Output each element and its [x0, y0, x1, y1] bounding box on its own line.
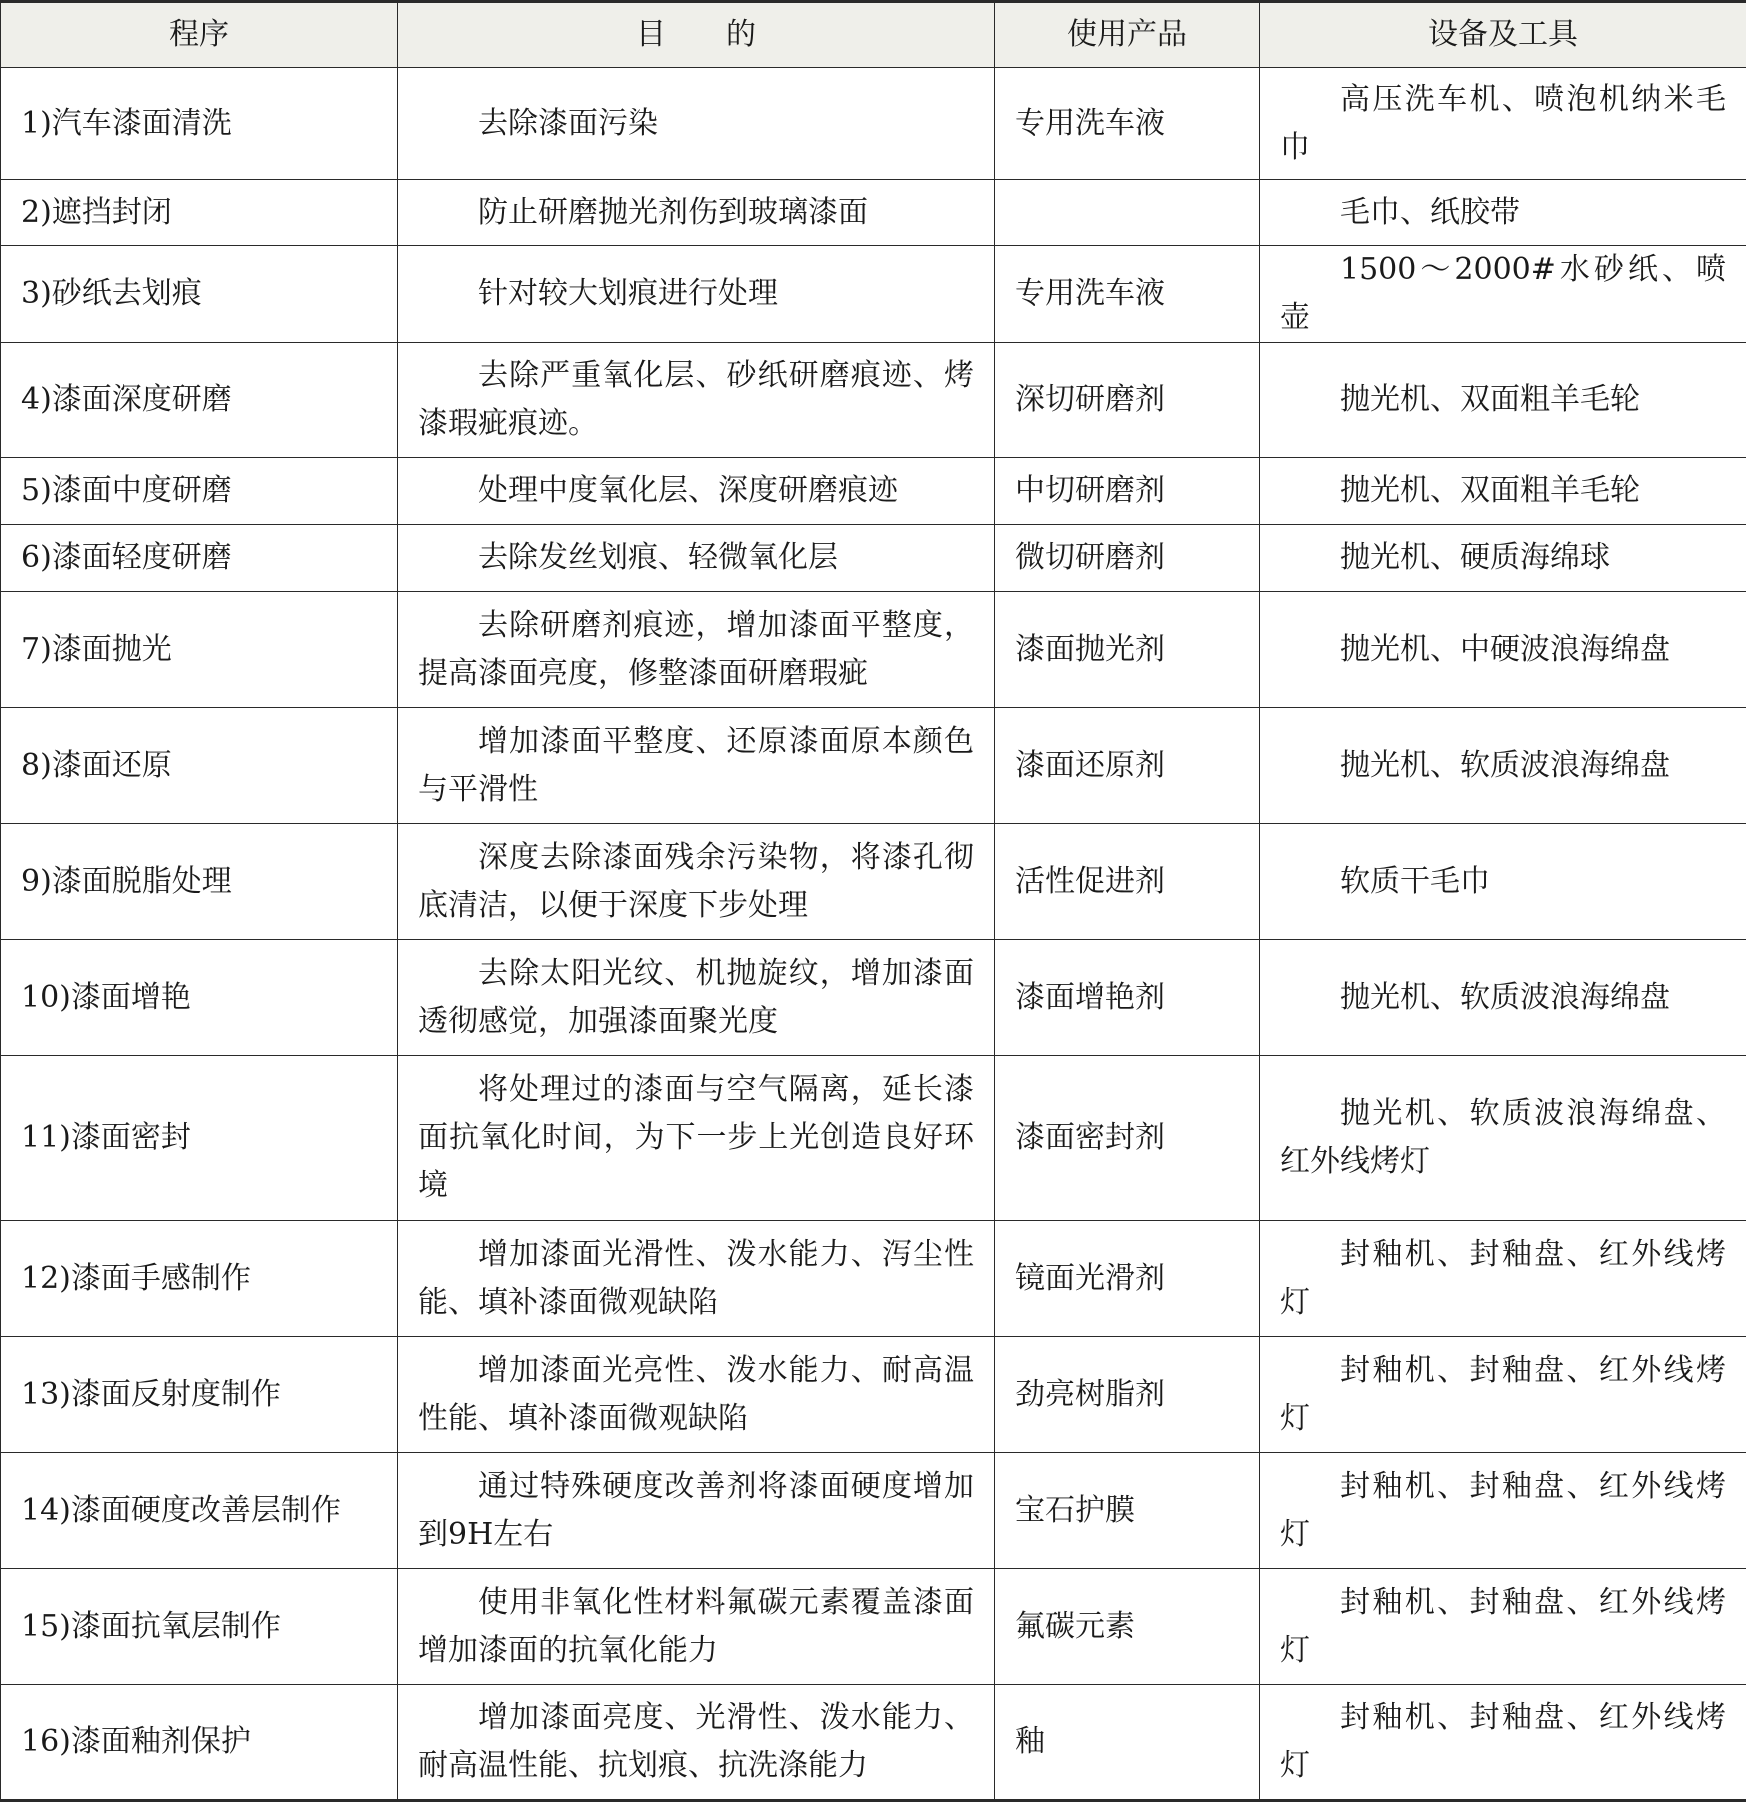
table-row: [1, 1453, 1746, 1569]
cell-purpose: 深度去除漆面残余污染物，将漆孔彻底清洁，以便于深度下步处理: [398, 824, 995, 940]
table-row: [1, 68, 1746, 180]
cell-tools: 高压洗车机、喷泡机纳米毛巾: [1260, 68, 1746, 180]
header-tools: 设备及工具: [1260, 2, 1746, 68]
cell-product: 微切研磨剂: [995, 525, 1260, 592]
cell-purpose: 增加漆面平整度、还原漆面原本颜色与平滑性: [398, 708, 995, 824]
table-row: [1, 592, 1746, 708]
cell-purpose: 将处理过的漆面与空气隔离，延长漆面抗氧化时间，为下一步上光创造良好环境: [398, 1056, 995, 1221]
cell-purpose: 增加漆面亮度、光滑性、泼水能力、耐高温性能、抗划痕、抗洗涤能力: [398, 1685, 995, 1801]
cell-step: 10)漆面增艳: [1, 940, 398, 1056]
cell-tools: 抛光机、软质波浪海绵盘: [1260, 940, 1746, 1056]
table-row: [1, 180, 1746, 246]
cell-tools: 抛光机、硬质海绵球: [1260, 525, 1746, 592]
cell-tools: 抛光机、双面粗羊毛轮: [1260, 343, 1746, 458]
table-row: [1, 708, 1746, 824]
cell-purpose: 防止研磨抛光剂伤到玻璃漆面: [398, 180, 995, 246]
cell-purpose: 通过特殊硬度改善剂将漆面硬度增加到9H左右: [398, 1453, 995, 1569]
cell-purpose: 去除太阳光纹、机抛旋纹，增加漆面透彻感觉，加强漆面聚光度: [398, 940, 995, 1056]
table-row: [1, 1685, 1746, 1801]
table-row: [1, 246, 1746, 343]
table-row: [1, 824, 1746, 940]
cell-purpose: 增加漆面光亮性、泼水能力、耐高温性能、填补漆面微观缺陷: [398, 1337, 995, 1453]
cell-step: 14)漆面硬度改善层制作: [1, 1453, 398, 1569]
cell-step: 3)砂纸去划痕: [1, 246, 398, 343]
cell-step: 16)漆面釉剂保护: [1, 1685, 398, 1801]
cell-step: 8)漆面还原: [1, 708, 398, 824]
table-row: [1, 1221, 1746, 1337]
table-header-row: [1, 2, 1746, 68]
cell-product: [995, 180, 1260, 246]
cell-step: 11)漆面密封: [1, 1056, 398, 1221]
header-purpose: 目 的: [398, 2, 995, 68]
cell-purpose: 使用非氧化性材料氟碳元素覆盖漆面增加漆面的抗氧化能力: [398, 1569, 995, 1685]
cell-step: 1)汽车漆面清洗: [1, 68, 398, 180]
cell-product: 深切研磨剂: [995, 343, 1260, 458]
cell-purpose: 增加漆面光滑性、泼水能力、泻尘性能、填补漆面微观缺陷: [398, 1221, 995, 1337]
header-step: 程序: [1, 2, 398, 68]
cell-tools: 1500～2000#水砂纸、喷壶: [1260, 246, 1746, 343]
cell-tools: 抛光机、软质波浪海绵盘: [1260, 708, 1746, 824]
cell-step: 7)漆面抛光: [1, 592, 398, 708]
cell-step: 12)漆面手感制作: [1, 1221, 398, 1337]
cell-step: 2)遮挡封闭: [1, 180, 398, 246]
header-product: 使用产品: [995, 2, 1260, 68]
cell-product: 活性促进剂: [995, 824, 1260, 940]
cell-step: 9)漆面脱脂处理: [1, 824, 398, 940]
cell-product: 漆面增艳剂: [995, 940, 1260, 1056]
cell-product: 漆面密封剂: [995, 1056, 1260, 1221]
cell-purpose: 处理中度氧化层、深度研磨痕迹: [398, 458, 995, 525]
cell-tools: 抛光机、中硬波浪海绵盘: [1260, 592, 1746, 708]
cell-tools: 封釉机、封釉盘、红外线烤灯: [1260, 1569, 1746, 1685]
cell-tools: 毛巾、纸胶带: [1260, 180, 1746, 246]
cell-tools: 软质干毛巾: [1260, 824, 1746, 940]
table-row: [1, 525, 1746, 592]
cell-product: 专用洗车液: [995, 68, 1260, 180]
cell-step: 6)漆面轻度研磨: [1, 525, 398, 592]
cell-tools: 抛光机、双面粗羊毛轮: [1260, 458, 1746, 525]
table-row: [1, 1337, 1746, 1453]
cell-purpose: 去除严重氧化层、砂纸研磨痕迹、烤漆瑕疵痕迹。: [398, 343, 995, 458]
cell-purpose: 去除研磨剂痕迹，增加漆面平整度，提高漆面亮度，修整漆面研磨瑕疵: [398, 592, 995, 708]
cell-product: 中切研磨剂: [995, 458, 1260, 525]
cell-product: 釉: [995, 1685, 1260, 1801]
cell-product: 宝石护膜: [995, 1453, 1260, 1569]
cell-step: 4)漆面深度研磨: [1, 343, 398, 458]
cell-product: 镜面光滑剂: [995, 1221, 1260, 1337]
cell-product: 漆面还原剂: [995, 708, 1260, 824]
cell-step: 5)漆面中度研磨: [1, 458, 398, 525]
cell-tools: 抛光机、软质波浪海绵盘、红外线烤灯: [1260, 1056, 1746, 1221]
table-row: [1, 1569, 1746, 1685]
table-row: [1, 940, 1746, 1056]
cell-product: 氟碳元素: [995, 1569, 1260, 1685]
cell-tools: 封釉机、封釉盘、红外线烤灯: [1260, 1453, 1746, 1569]
cell-step: 15)漆面抗氧层制作: [1, 1569, 398, 1685]
table-row: [1, 1056, 1746, 1221]
cell-tools: 封釉机、封釉盘、红外线烤灯: [1260, 1685, 1746, 1801]
cell-tools: 封釉机、封釉盘、红外线烤灯: [1260, 1221, 1746, 1337]
table-row: [1, 343, 1746, 458]
cell-product: 漆面抛光剂: [995, 592, 1260, 708]
cell-step: 13)漆面反射度制作: [1, 1337, 398, 1453]
cell-purpose: 针对较大划痕进行处理: [398, 246, 995, 343]
table-row: [1, 458, 1746, 525]
cell-product: 劲亮树脂剂: [995, 1337, 1260, 1453]
cell-tools: 封釉机、封釉盘、红外线烤灯: [1260, 1337, 1746, 1453]
cell-purpose: 去除漆面污染: [398, 68, 995, 180]
cell-product: 专用洗车液: [995, 246, 1260, 343]
cell-purpose: 去除发丝划痕、轻微氧化层: [398, 525, 995, 592]
